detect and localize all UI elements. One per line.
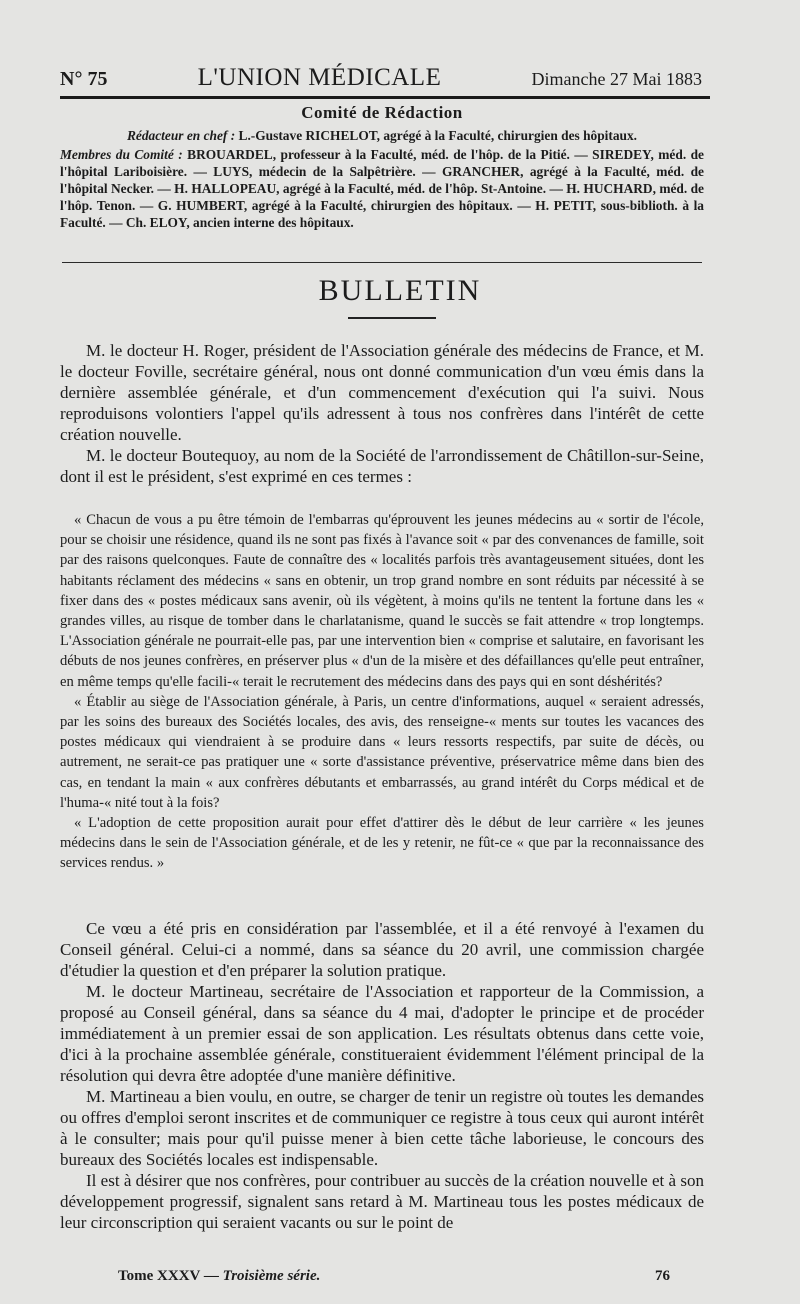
volume-info: [118, 1268, 320, 1285]
editor-line: [60, 127, 704, 144]
bulletin-title: BULLETIN: [318, 274, 482, 307]
quote-paragraph: « Établir au siège de l'Association générale, à Paris, un centre d'informations, auquel « seraient adressés, par les soins des bureaux des Sociétés locales, des avis, des renseigne-« ments sur toutes les vacances des postes médicaux qui viendraient à se produire dans « leurs ressorts respectifs, par suite de décès, ou autrement, ne serait-ce pas pratiquer une « sorte d'assistance préventive, préservatrice même dans bien des cas, en tendant la main « aux confrères débutants et embarrassés, au grand intérêt du Corps médical et de l'huma-« nité tout à la fois?: [60, 693, 704, 811]
paragraph: Ce vœu a été pris en considération par l'assemblée, et il a été renvoyé à l'examen du Conseil général. Celui-ci a nommé, dans sa séance du 20 avril, une commission chargée d'étudier la question et d'en préparer la solution pratique.: [60, 919, 704, 980]
quote-paragraph: « L'adoption de cette proposition aurait pour effet d'attirer dès le début de leur carrière « les jeunes médecins dans le sein de l'Association générale, et de les y retenir, ne fût-ce « que par la reconnaissance des services rendus. »: [60, 815, 704, 872]
header-rule: [60, 96, 710, 99]
members-label: Membres du Comité :: [60, 147, 183, 162]
committee-rule: [62, 262, 702, 263]
title-underline: [348, 317, 436, 319]
paragraph: M. le docteur Martineau, secrétaire de l'Association et rapporteur de la Commission, a proposé au Conseil général, dans sa séance du 4 mai, d'adopter le principe et de procéder immédiatement à un premier essai de son application. Les résultats obtenus dans cette voie, d'ici à la prochaine assemblée générale, constitueraient évidemment l'élément principal de la résolution qui devra être adoptée d'une manière définitive.: [60, 982, 704, 1085]
quoted-speech: [60, 510, 704, 874]
quote-paragraph: « Chacun de vous a pu être témoin de l'embarras qu'éprouvent les jeunes médecins au « sortir de l'école, pour se choisir une résidence, quand ils ne sont pas fixés à l'avance soit « par des convenances de famille, soit par des raisons quelconques. Faute de connaître des « localités parfois très avantageusement situées, dont les habitants réclament des médecins « sans en obtenir, un trop grand nombre en sont réduits par nécessité à se fixer dans des « postes médicaux sans avenir, où ils végètent, à moins qu'ils ne tentent la fortune dans les « grandes villes, au risque de tomber dans le charlatanisme, quand le succès se fait attendre « trop longtemps. L'Association générale ne pourrait-elle pas, par une intervention bien « comprise et salutaire, en favorisant les débuts de nos jeunes confrères, en préserver plus « d'un de la misère et des défaillances qu'elle peut entraîner, en même temps qu'elle facili-« terait le recrutement des médecins dans des pays qui en sont déshérités?: [60, 512, 704, 690]
committee-title: Comité de Rédaction: [301, 103, 463, 122]
issue-date: Dimanche 27 Mai 1883: [531, 69, 702, 89]
journal-title: L'UNION MÉDICALE: [197, 64, 442, 91]
series-label: Troisième série.: [222, 1268, 321, 1284]
volume-number: Tome XXXV —: [118, 1268, 219, 1284]
page-number: 76: [655, 1268, 670, 1284]
members-list: BROUARDEL, professeur à la Faculté, méd. de l'hôp. de la Pitié. — SIREDEY, méd. de l'hôpital Lariboisière. — LUYS, médecin de la Salpêtrière. — GRANCHER, agrégé à la Faculté, méd. de l'hôpital Necker. — H. HALLOPEAU, agrégé à la Faculté, méd. de l'hôp. St-Antoine. — H. HUCHARD, méd. de l'hôp. Tenon. — G. HUMBERT, agrégé à la Faculté, chirurgien des hôpitaux. — H. PETIT, sous-biblioth. à la Faculté. — Ch. ELOY, ancien interne des hôpitaux.: [60, 147, 704, 230]
issue-number: N° 75: [60, 68, 108, 90]
bulletin-intro: [60, 340, 704, 487]
paragraph: M. le docteur H. Roger, président de l'Association générale des médecins de France, et M. le docteur Foville, secrétaire général, nous ont donné communication d'un vœu émis dans la dernière assemblée générale, et d'un commencement d'exécution qui l'a suivi. Nous reproduisons volontiers l'appel qu'ils adressent à tous nos confrères dans l'intérêt de cette création nouvelle.: [60, 341, 704, 444]
paragraph: M. Martineau a bien voulu, en outre, se charger de tenir un registre où toutes les demandes ou offres d'emploi seront inscrites et de communiquer ce registre à tous ceux qui auront intérêt à le consulter; mais pour qu'il puisse mener à bien cette tâche laborieuse, le concours des bureaux des Sociétés locales est indispensable.: [60, 1087, 704, 1169]
editor-name: L.-Gustave RICHELOT, agrégé à la Faculté, chirurgien des hôpitaux.: [238, 128, 638, 143]
paragraph: M. le docteur Boutequoy, au nom de la Société de l'arrondissement de Châtillon-sur-Seine, dont il est le président, s'est exprimé en ces termes :: [60, 446, 704, 486]
editor-label: Rédacteur en chef :: [126, 128, 236, 143]
members-line: [60, 146, 704, 231]
bulletin-continuation: [60, 918, 704, 1233]
editorial-committee: [60, 104, 704, 231]
page-header: [60, 64, 702, 92]
paragraph: Il est à désirer que nos confrères, pour contribuer au succès de la création nouvelle et à son développement progressif, signalent sans retard à M. Martineau tous les postes médicaux de leur circonscription qui seraient vacants ou sur le point de: [60, 1171, 704, 1232]
page-footer: [118, 1268, 670, 1285]
